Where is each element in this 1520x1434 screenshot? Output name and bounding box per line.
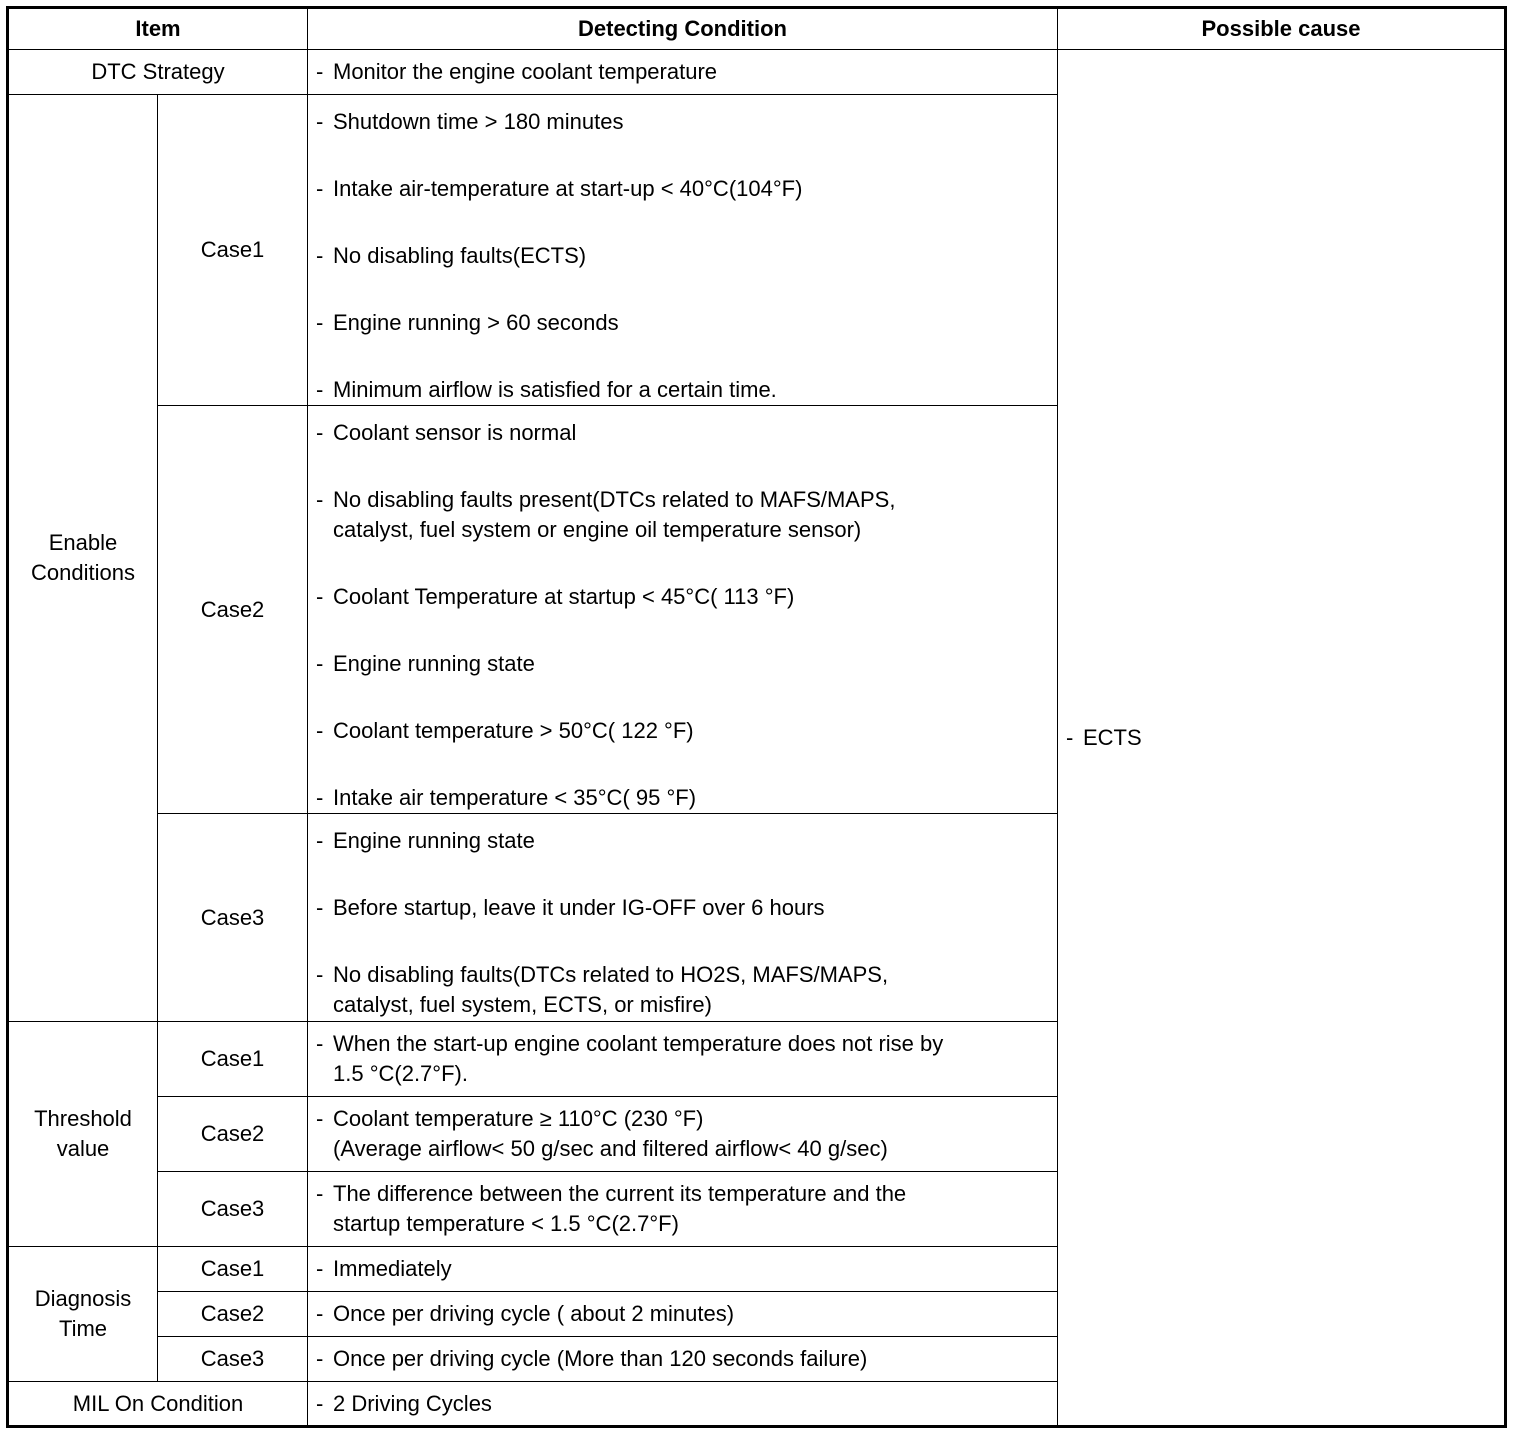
possible-cause-value: ECTS <box>1083 724 1142 750</box>
possible-cause-cell: - ECTS <box>1058 50 1506 1427</box>
condition-item: - No disabling faults(ECTS) <box>316 243 587 268</box>
diagnosis-case1-label: Case1 <box>158 1247 308 1292</box>
threshold-value-label: Threshold value <box>8 1022 158 1247</box>
mil-on-condition-value: - 2 Driving Cycles <box>308 1382 1058 1427</box>
condition-item: - Engine running > 60 seconds <box>316 310 619 335</box>
threshold-case1-condition: - When the start-up engine coolant temperature does not rise by 1.5 °C(2.7°F). <box>308 1022 1058 1097</box>
header-possible-cause: Possible cause <box>1058 8 1506 50</box>
enable-case1-conditions <box>308 95 1058 406</box>
diagnosis-case3-condition: - Once per driving cycle (More than 120 seconds failure) <box>308 1337 1058 1382</box>
threshold-case2-label: Case2 <box>158 1097 308 1172</box>
condition-item: - Intake air temperature < 35°C( 95 °F) <box>316 785 697 810</box>
diagnosis-case1-condition: - Immediately <box>308 1247 1058 1292</box>
header-item: Item <box>8 8 308 50</box>
condition-item: - Coolant temperature > 50°C( 122 °F) <box>316 718 694 743</box>
threshold-case3-label: Case3 <box>158 1172 308 1247</box>
enable-case3-conditions <box>308 814 1058 1022</box>
condition-item: - No disabling faults(DTCs related to HO2S, MAFS/MAPS, catalyst, fuel system, ECTS, or misfire) <box>316 962 889 1017</box>
condition-item: - Shutdown time > 180 minutes <box>316 109 624 134</box>
condition-item: - No disabling faults present(DTCs related to MAFS/MAPS, catalyst, fuel system or engine oil temperature sensor) <box>316 487 896 542</box>
enable-case1-label: Case1 <box>158 95 308 406</box>
dtc-specification-table <box>6 6 1507 1428</box>
enable-case2-label: Case2 <box>158 406 308 814</box>
diagnosis-case2-condition: - Once per driving cycle ( about 2 minutes) <box>308 1292 1058 1337</box>
condition-item: - Coolant Temperature at startup < 45°C( 113 °F) <box>316 584 795 609</box>
enable-case2-conditions <box>308 406 1058 814</box>
dtc-strategy-conditions <box>308 50 1058 95</box>
dtc-strategy-label: DTC Strategy <box>8 50 308 95</box>
condition-item: - Engine running state <box>316 828 535 853</box>
threshold-case2-condition: - Coolant temperature ≥ 110°C (230 °F) (Average airflow< 50 g/sec and filtered airflow< 40 g/sec) <box>308 1097 1058 1172</box>
diagnosis-time-label: Diagnosis Time <box>8 1247 158 1382</box>
enable-case3-label: Case3 <box>158 814 308 1022</box>
diagnosis-case3-label: Case3 <box>158 1337 308 1382</box>
condition-item: - Coolant sensor is normal <box>316 420 577 445</box>
condition-item: - Intake air-temperature at start-up < 40°C(104°F) <box>316 176 803 201</box>
header-detecting-condition: Detecting Condition <box>308 8 1058 50</box>
condition-item: - Before startup, leave it under IG-OFF over 6 hours <box>316 895 825 920</box>
condition-item: - Engine running state <box>316 651 535 676</box>
condition-item: - Monitor the engine coolant temperature <box>316 59 718 84</box>
enable-conditions-label: Enable Conditions <box>8 95 158 1022</box>
threshold-case3-condition: - The difference between the current its temperature and the startup temperature < 1.5 °C(2.7°F) <box>308 1172 1058 1247</box>
diagnosis-case2-label: Case2 <box>158 1292 308 1337</box>
condition-item: - Minimum airflow is satisfied for a certain time. <box>316 377 777 402</box>
mil-on-condition-label: MIL On Condition <box>8 1382 308 1427</box>
threshold-case1-label: Case1 <box>158 1022 308 1097</box>
